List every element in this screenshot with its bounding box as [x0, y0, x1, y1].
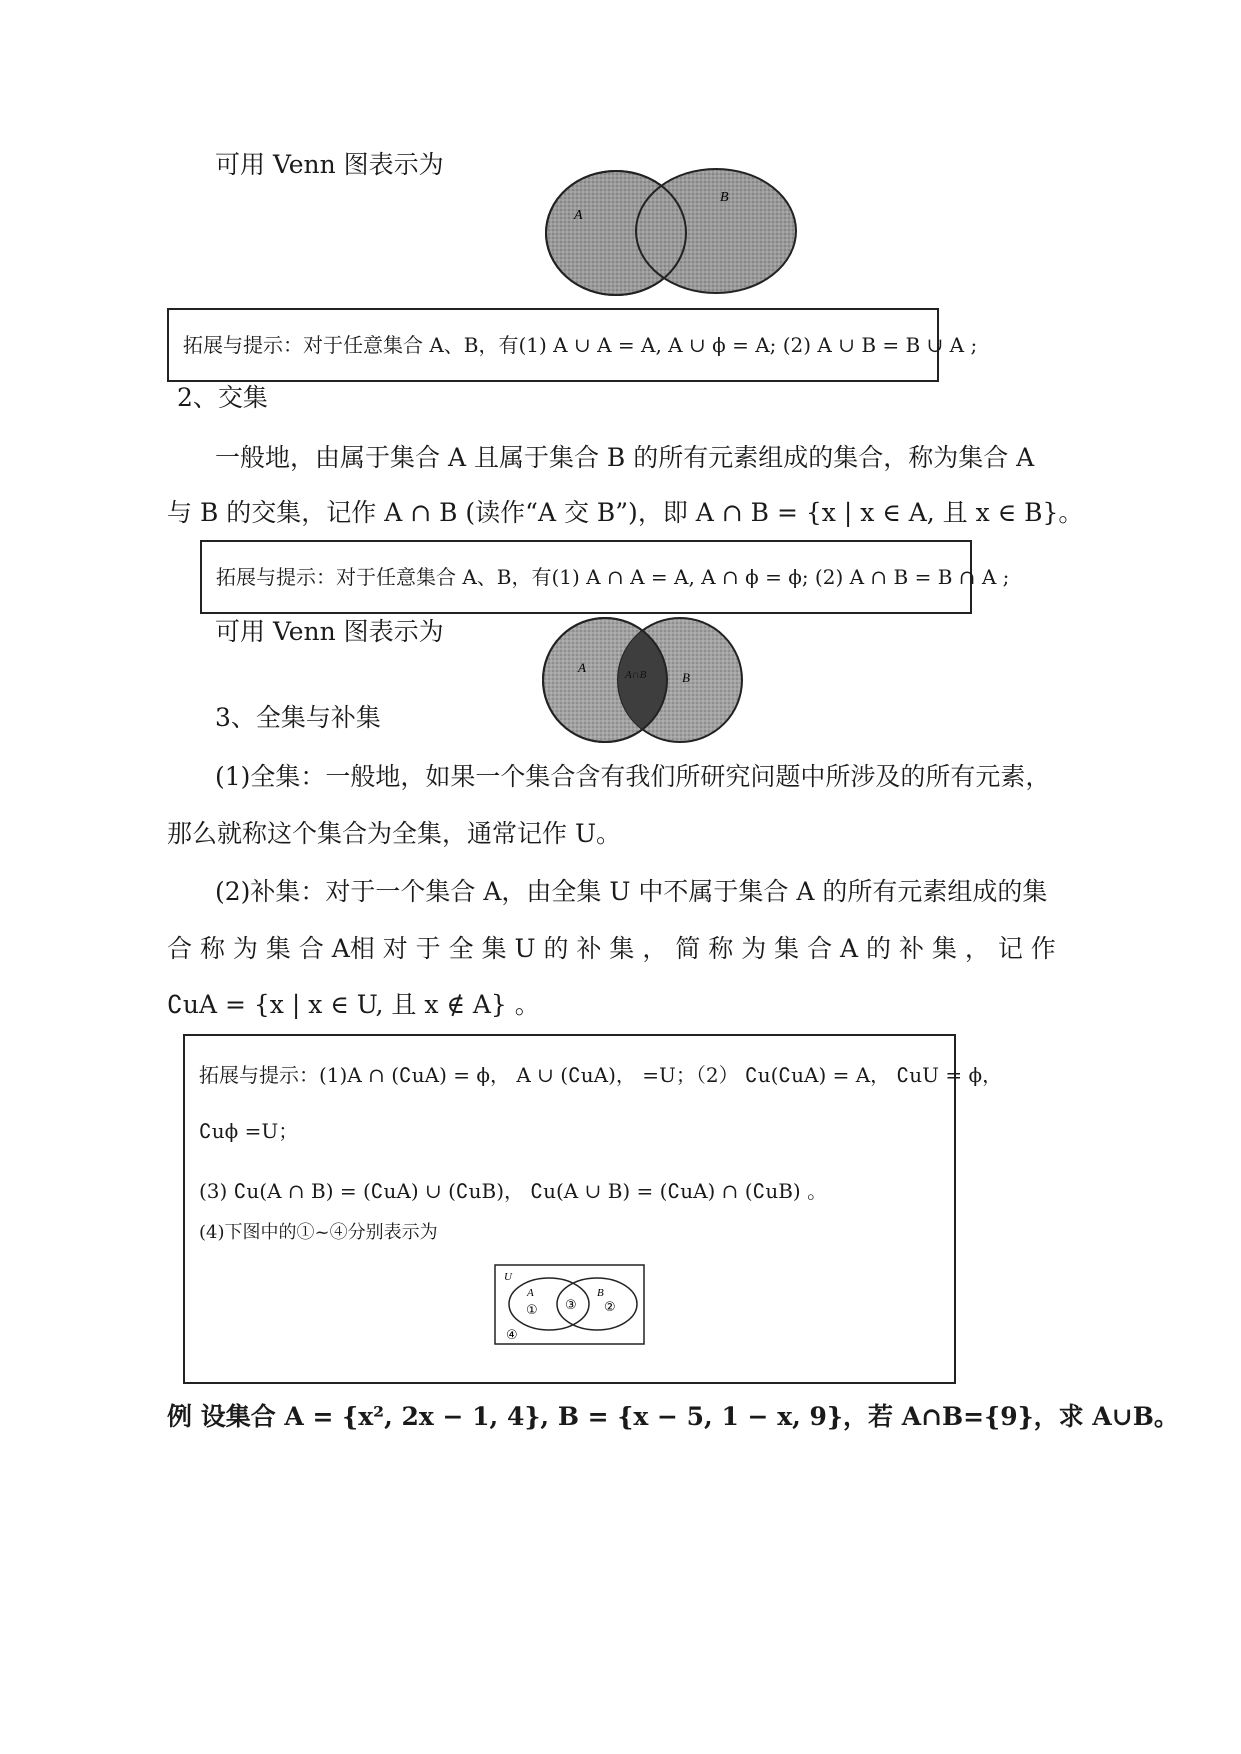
intersection-venn-diagram [540, 610, 750, 755]
universal-venn-label-a: A [527, 1287, 534, 1299]
union-venn-caption: 可用 Venn 图表示为 [215, 150, 444, 179]
universal-venn-region-2: ② [604, 1300, 616, 1315]
universal-venn-region-3: ③ [565, 1298, 577, 1313]
universal-venn-region-4: ④ [506, 1328, 518, 1343]
complement-tip-line2: ∁uϕ =U； [199, 1119, 299, 1143]
universal-venn-label-b: B [597, 1287, 604, 1299]
universal-set-venn-diagram [494, 1264, 646, 1346]
intersection-venn-caption: 可用 Venn 图表示为 [215, 617, 444, 646]
union-venn-label-b: B [720, 190, 729, 205]
union-tip-text: 拓展与提示：对于任意集合 A、B，有(1) A ∪ A = A, A ∪ ϕ = A; (2) A ∪ B = B ∪ A ; [183, 333, 978, 357]
union-venn-diagram [540, 165, 810, 305]
intersection-venn-label-a: A [578, 660, 586, 675]
universal-set-line1: (1)全集：一般地，如果一个集合含有我们所研究问题中所涉及的所有元素， [215, 762, 1051, 791]
union-venn-label-a: A [574, 208, 583, 223]
complement-tip-line1: 拓展与提示：(1)A ∩ (∁uA) = ϕ， A ∪ (∁uA)， =U；（2） ∁u(∁uA) = A， ∁uU = ϕ， [199, 1063, 1003, 1087]
complement-line2: 合 称 为 集 合 A相 对 于 全 集 U 的 补 集 ， 简 称 为 集 合 A 的 补 集 ， 记 作 [167, 934, 1056, 963]
universal-venn-region-1: ① [526, 1303, 538, 1318]
intersection-definition-line1: 一般地，由属于集合 A 且属于集合 B 的所有元素组成的集合，称为集合 A [215, 443, 1035, 472]
intersection-venn-label-b: B [682, 670, 690, 685]
intersection-heading: 2、交集 [177, 383, 268, 412]
complement-tip-line4: (4)下图中的①~④分别表示为 [199, 1222, 438, 1243]
complement-heading: 3、全集与补集 [215, 703, 381, 732]
complement-tip-box [183, 1034, 1003, 1384]
intersection-definition-line2: 与 B 的交集，记作 A ∩ B (读作“A 交 B”)，即 A ∩ B = {x | x ∈ A, 且 x ∈ B}。 [167, 498, 1084, 527]
union-tip-box [167, 308, 978, 382]
complement-line1: (2)补集：对于一个集合 A，由全集 U 中不属于集合 A 的所有元素组成的集 [215, 877, 1048, 906]
intersection-venn-label-ab: A∩B [625, 669, 647, 681]
complement-line3: ∁uA = {x | x ∈ U, 且 x ∉ A} 。 [167, 990, 540, 1019]
universal-venn-label-u: U [504, 1271, 512, 1283]
example-problem: 例 设集合 A = {x², 2x − 1, 4}, B = {x − 5, 1 − x, 9}，若 A∩B={9}，求 A∪B。 [167, 1402, 1179, 1431]
universal-set-line2: 那么就称这个集合为全集，通常记作 U。 [167, 819, 622, 848]
intersection-tip-text: 拓展与提示：对于任意集合 A、B，有(1) A ∩ A = A, A ∩ ϕ = ϕ; (2) A ∩ B = B ∩ A ; [216, 565, 1010, 589]
complement-tip-line3: (3) ∁u(A ∩ B) = (∁uA) ∪ (∁uB)， ∁u(A ∪ B) = (∁uA) ∩ (∁uB) 。 [199, 1179, 828, 1203]
intersection-tip-box [200, 540, 1010, 614]
